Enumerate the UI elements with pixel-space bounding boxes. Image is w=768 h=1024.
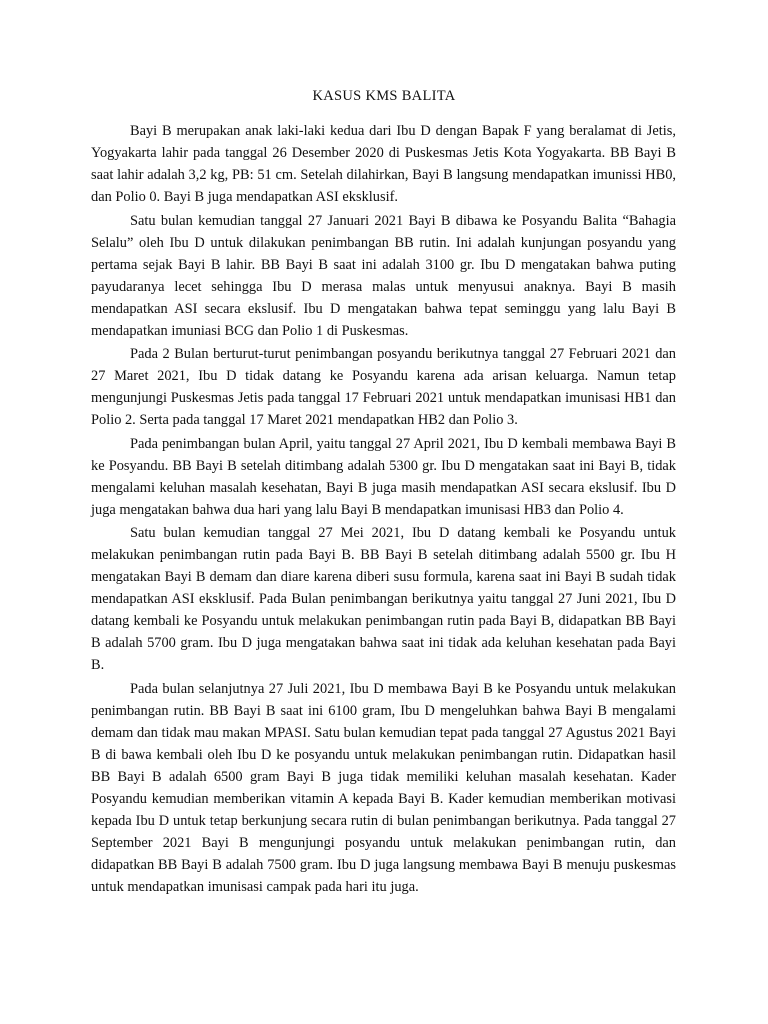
paragraph-5: Satu bulan kemudian tanggal 27 Mei 2021, Ibu D datang kembali ke Posyandu untuk melakukan penimbangan rutin pada Bayi B. BB Bayi B setelah ditimbang adalah 5500 gr. Ibu H mengatakan Bayi B demam dan diare karena diberi susu formula, karena saat ini Bayi B sudah tidak mendapatkan ASI eksklusif. Pada Bulan penimbangan berikutnya yaitu tanggal 27 Juni 2021, Ibu D datang kembali ke Posyandu untuk melakukan penimbangan rutin pada Bayi B, didapatkan BB Bayi B adalah 5700 gram. Ibu D juga mengatakan bahwa saat ini tidak ada keluhan kesehatan pada Bayi B. — [91, 525, 676, 673]
paragraph-1: Bayi B merupakan anak laki-laki kedua dari Ibu D dengan Bapak F yang beralamat di Jetis, Yogyakarta lahir pada tanggal 26 Desember 2020 di Puskesmas Jetis Kota Yogyakarta. BB Bayi B saat lahir adalah 3,2 kg, PB: 51 cm. Setelah dilahirkan, Bayi B langsung mendapatkan imunissi HB0, dan Polio 0. Bayi B juga mendapatkan ASI eksklusif. — [91, 123, 676, 205]
document-title: KASUS KMS BALITA — [312, 88, 456, 104]
document-body — [91, 120, 676, 899]
paragraph-6: Pada bulan selanjutnya 27 Juli 2021, Ibu D membawa Bayi B ke Posyandu untuk melakukan penimbangan rutin. BB Bayi B saat ini 6100 gram, Ibu D mengeluhkan bahwa Bayi B mengalami demam dan tidak mau makan MPASI. Satu bulan kemudian tepat pada tanggal 27 Agustus 2021 Bayi B di bawa kembali oleh Ibu D ke posyandu untuk melakukan penimbangan rutin. Didapatkan hasil BB Bayi B adalah 6500 gram Bayi B juga tidak memiliki keluhan masalah kesehatan. Kader Posyandu kemudian memberikan vitamin A kepada Bayi B. Kader kemudian memberikan motivasi kepada Ibu D untuk tetap berkunjung secara rutin di bulan penimbangan berikutnya. Pada tanggal 27 September 2021 Bayi B mengunjungi posyandu untuk melakukan penimbangan rutin, dan didapatkan BB Bayi B adalah 7500 gram. Ibu D juga langsung membawa Bayi B menuju puskesmas untuk mendapatkan imunisasi campak pada hari itu juga. — [91, 680, 676, 895]
paragraph-2: Satu bulan kemudian tanggal 27 Januari 2021 Bayi B dibawa ke Posyandu Balita “Bahagia Selalu” oleh Ibu D untuk dilakukan penimbangan BB rutin. Ini adalah kunjungan posyandu yang pertama sejak Bayi B lahir. BB Bayi B saat ini adalah 3100 gr. Ibu D mengatakan bahwa puting payudaranya lecet sehingga Ibu D merasa malas untuk menyusui anaknya. Bayi B masih mendapatkan ASI secara ekslusif. Ibu D mengatakan bahwa tepat seminggu yang lalu Bayi B mendapatkan imuniasi BCG dan Polio 1 di Puskesmas. — [91, 212, 676, 339]
paragraph-3: Pada 2 Bulan berturut-turut penimbangan posyandu berikutnya tanggal 27 Februari 2021 dan 27 Maret 2021, Ibu D tidak datang ke Posyandu karena ada arisan keluarga. Namun tetap mengunjungi Puskesmas Jetis pada tanggal 17 Februari 2021 untuk mendapatkan imunisasi HB1 dan Polio 2. Serta pada tanggal 17 Maret 2021 mendapatkan HB2 dan Polio 3. — [91, 346, 676, 428]
paragraph-4: Pada penimbangan bulan April, yaitu tanggal 27 April 2021, Ibu D kembali membawa Bayi B ke Posyandu. BB Bayi B setelah ditimbang adalah 5300 gr. Ibu D mengatakan saat ini Bayi B, tidak mengalami keluhan masalah kesehatan, Bayi B juga masih mendapatkan ASI secara ekslusif. Ibu D juga mengatakan bahwa dua hari yang lalu Bayi B mendapatkan imunisasi HB3 dan Polio 4. — [91, 435, 676, 518]
